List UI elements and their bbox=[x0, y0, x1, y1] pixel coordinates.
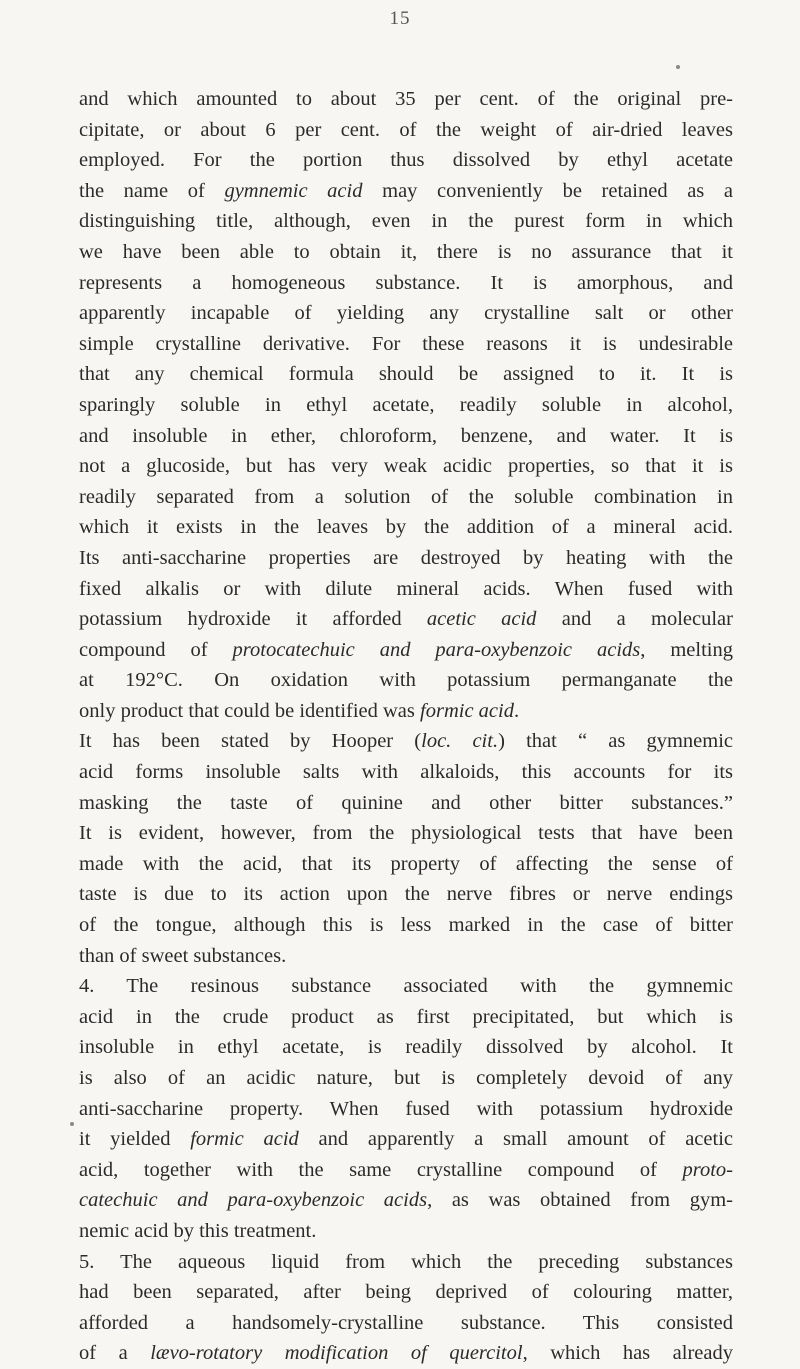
text-run: and insoluble in ether, chloroform, benzene, and water. It is bbox=[79, 424, 733, 447]
text-run: acid forms insoluble salts with alkaloids, this accounts for its bbox=[79, 761, 733, 784]
text-line bbox=[79, 665, 733, 696]
text-run: apparently incapable of yielding any crystalline salt or other bbox=[79, 302, 733, 325]
text-line bbox=[79, 421, 733, 452]
text-run: fixed alkalis or with dilute mineral acids. When fused with bbox=[79, 577, 733, 600]
text-line bbox=[79, 176, 733, 207]
text-line bbox=[79, 1002, 733, 1033]
text-line bbox=[79, 237, 733, 268]
text-run: than of sweet substances. bbox=[79, 944, 287, 967]
italic-term: formic acid bbox=[420, 699, 514, 722]
ink-speck bbox=[70, 1122, 74, 1126]
italic-term: acetic acid bbox=[426, 608, 537, 631]
text-run: ) that “ as gymnemic bbox=[498, 730, 733, 753]
text-run: that any chemical formula should be assigned to it. It is bbox=[79, 363, 733, 386]
text-run: employed. For the portion thus dissolved by ethyl acetate bbox=[79, 149, 733, 172]
text-line bbox=[79, 543, 733, 574]
text-line bbox=[79, 879, 733, 910]
text-line bbox=[79, 1094, 733, 1125]
text-run: and apparently a small amount of acetic bbox=[298, 1128, 733, 1151]
text-line bbox=[79, 329, 733, 360]
text-line bbox=[79, 84, 733, 115]
text-run: Its anti-saccharine properties are destroyed by heating with the bbox=[79, 546, 733, 569]
italic-term: loc. cit. bbox=[421, 730, 499, 753]
italic-term: protocatechuic and para-oxybenzoic acids bbox=[232, 638, 641, 661]
text-line bbox=[79, 298, 733, 329]
text-run: of the tongue, although this is less marked in the case of bitter bbox=[79, 914, 733, 937]
text-run: only product that could be identified was bbox=[79, 699, 421, 722]
text-run: and which amounted to about 35 per cent. of the original pre- bbox=[79, 88, 733, 110]
italic-term: gymnemic acid bbox=[224, 179, 363, 202]
text-run: , as was obtained from gym- bbox=[427, 1189, 734, 1212]
text-run: acid in the crude product as first precipitated, but which is bbox=[79, 1005, 733, 1028]
text-run: the name of bbox=[79, 179, 225, 202]
italic-term: lævo-rotatory modification of quercitol bbox=[150, 1342, 523, 1365]
text-line bbox=[79, 818, 733, 849]
text-run: It has been stated by Hooper ( bbox=[79, 730, 422, 753]
text-line bbox=[79, 1277, 733, 1308]
text-run: which it exists in the leaves by the addition of a mineral acid. bbox=[79, 516, 733, 539]
text-run: it yielded bbox=[79, 1128, 191, 1151]
text-line bbox=[79, 1124, 733, 1155]
text-run: acid, together with the same crystalline compound of bbox=[79, 1158, 683, 1181]
text-run: nemic acid by this treatment. bbox=[79, 1219, 317, 1242]
text-run: had been separated, after being deprived of colouring matter, bbox=[79, 1281, 733, 1304]
body-text bbox=[79, 84, 733, 1369]
text-line bbox=[79, 635, 733, 666]
text-run: distinguishing title, although, even in the purest form in which bbox=[79, 210, 733, 233]
page-number: 15 bbox=[389, 8, 411, 29]
text-line bbox=[79, 1308, 733, 1339]
text-run: potassium hydroxide it afforded bbox=[79, 608, 427, 631]
text-run: made with the acid, that its property of affecting the sense of bbox=[79, 852, 733, 875]
text-run: afforded a handsomely-crystalline substance. This consisted bbox=[79, 1311, 733, 1334]
text-line bbox=[79, 971, 733, 1002]
text-line bbox=[79, 604, 733, 635]
text-run: It is evident, however, from the physiological tests that have been bbox=[79, 822, 733, 845]
text-line bbox=[79, 145, 733, 176]
text-line bbox=[79, 115, 733, 146]
text-run: cipitate, or about 6 per cent. of the weight of air-dried leaves bbox=[79, 118, 733, 141]
text-run: sparingly soluble in ethyl acetate, readily soluble in alcohol, bbox=[79, 393, 733, 416]
text-run: 4. The resinous substance associated with the gymnemic bbox=[79, 975, 733, 998]
text-line bbox=[79, 757, 733, 788]
text-run: , melting bbox=[640, 638, 733, 661]
text-line bbox=[79, 788, 733, 819]
text-line bbox=[79, 941, 733, 972]
text-line bbox=[79, 1216, 733, 1247]
text-run: simple crystalline derivative. For these reasons it is undesirable bbox=[79, 332, 733, 355]
text-line bbox=[79, 574, 733, 605]
text-line bbox=[79, 512, 733, 543]
text-run: masking the taste of quinine and other bitter substances.” bbox=[79, 791, 733, 814]
text-run: and a molecular bbox=[536, 608, 733, 631]
text-run: of a bbox=[79, 1342, 151, 1365]
text-line bbox=[79, 910, 733, 941]
text-line bbox=[79, 451, 733, 482]
italic-term: formic acid bbox=[190, 1128, 299, 1151]
text-line bbox=[79, 268, 733, 299]
text-run: insoluble in ethyl acetate, is readily dissolved by alcohol. It bbox=[79, 1036, 733, 1059]
text-line bbox=[79, 1247, 733, 1278]
text-run: anti-saccharine property. When fused with potassium hydroxide bbox=[79, 1097, 733, 1120]
ink-speck bbox=[676, 65, 680, 69]
text-run: is also of an acidic nature, but is completely devoid of any bbox=[79, 1067, 733, 1089]
text-line bbox=[79, 1063, 733, 1094]
italic-term: proto- bbox=[682, 1158, 733, 1181]
text-line bbox=[79, 390, 733, 421]
text-run: compound of bbox=[79, 638, 233, 661]
text-run: at 192°C. On oxidation with potassium permanganate the bbox=[79, 669, 733, 692]
text-line bbox=[79, 206, 733, 237]
text-line bbox=[79, 726, 733, 757]
text-line bbox=[79, 849, 733, 880]
text-run: . bbox=[513, 699, 520, 722]
text-line bbox=[79, 482, 733, 513]
text-run: may conveniently be retained as a bbox=[362, 179, 734, 202]
text-run: we have been able to obtain it, there is no assurance that it bbox=[79, 240, 733, 263]
text-run: 5. The aqueous liquid from which the preceding substances bbox=[79, 1250, 733, 1273]
text-line bbox=[79, 696, 733, 727]
italic-term: catechuic and para-oxybenzoic acids bbox=[79, 1189, 428, 1212]
text-run: not a glucoside, but has very weak acidic properties, so that it is bbox=[79, 455, 733, 478]
text-line bbox=[79, 359, 733, 390]
text-run: taste is due to its action upon the nerve fibres or nerve endings bbox=[79, 883, 733, 906]
text-run: represents a homogeneous substance. It is amorphous, and bbox=[79, 271, 733, 294]
text-run: , which has already bbox=[522, 1342, 733, 1365]
text-run: readily separated from a solution of the soluble combination in bbox=[79, 485, 733, 508]
text-line bbox=[79, 1155, 733, 1186]
text-line bbox=[79, 1338, 733, 1369]
text-line bbox=[79, 1032, 733, 1063]
text-line bbox=[79, 1185, 733, 1216]
